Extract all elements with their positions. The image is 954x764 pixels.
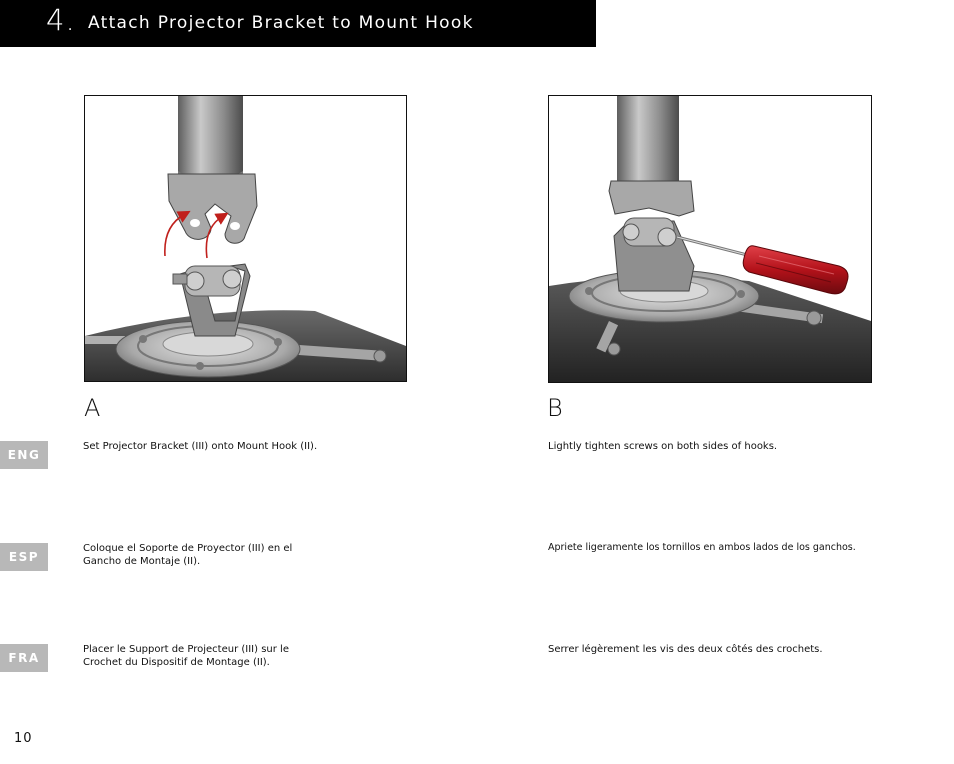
figure-a-illustration — [84, 95, 407, 382]
language-tab-french: FRA — [0, 644, 48, 672]
bracket-on-hook-illustration — [85, 96, 406, 381]
instruction-b-spanish: Apriete ligeramente los tornillos en ambos lados de los ganchos. — [548, 542, 856, 553]
language-tab-english: ENG — [0, 441, 48, 469]
instruction-a-french: Placer le Support de Projecteur (III) sur le Crochet du Dispositif de Montage (II). — [83, 644, 289, 668]
step-header-bar — [0, 0, 596, 47]
instruction-b-english: Lightly tighten screws on both sides of hooks. — [548, 441, 778, 452]
figure-a-label: A — [84, 394, 101, 422]
step-number: 4. — [46, 3, 76, 37]
figure-b-label: B — [547, 394, 563, 422]
page-number: 10 — [14, 731, 33, 746]
tighten-screws-illustration — [549, 96, 871, 382]
instruction-a-spanish: Coloque el Soporte de Proyector (III) en el Gancho de Montaje (II). — [83, 543, 293, 567]
language-tab-spanish: ESP — [0, 543, 48, 571]
instruction-a-english: Set Projector Bracket (III) onto Mount Hook (II). — [83, 441, 318, 452]
instruction-b-french: Serrer légèrement les vis des deux côtés des crochets. — [548, 644, 823, 655]
step-title: Attach Projector Bracket to Mount Hook — [88, 13, 474, 33]
figure-b-illustration — [548, 95, 872, 383]
